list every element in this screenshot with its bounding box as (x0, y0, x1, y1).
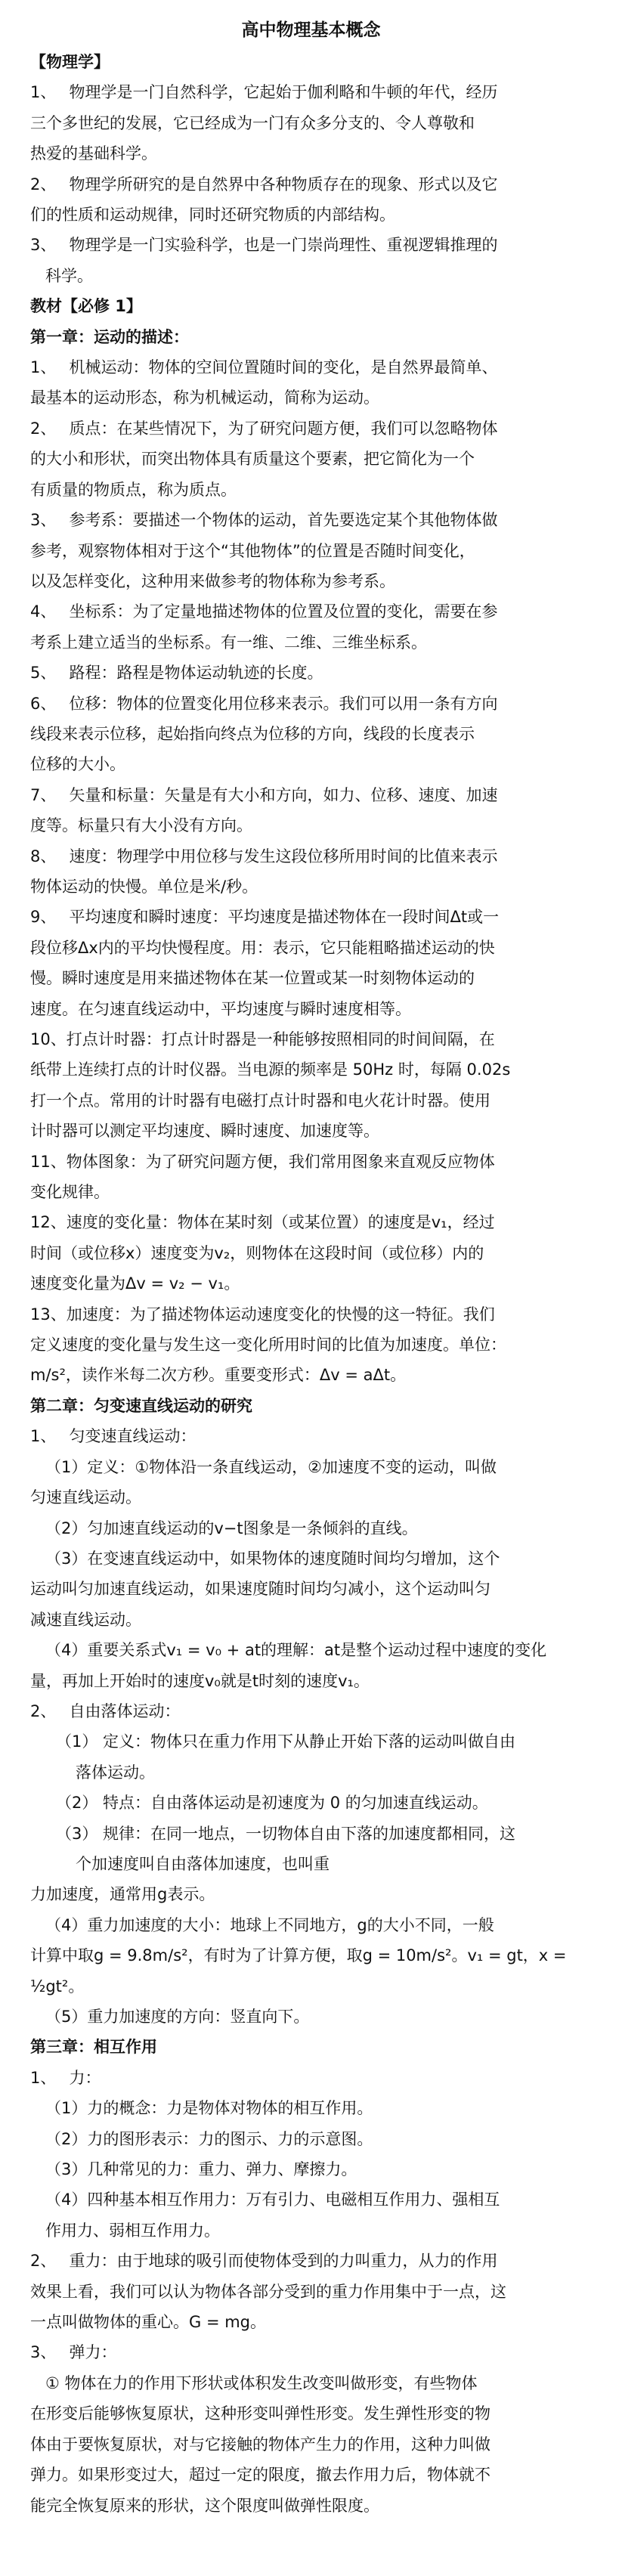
section-heading: 第三章：相互作用 (30, 2038, 157, 2057)
text-line: 1、 物理学是一门自然科学，它起始于伽利略和牛顿的年代，经历 (30, 83, 498, 102)
text-line: （2）力的图形表示：力的图示、力的示意图。 (45, 2129, 373, 2148)
text-line: 线段来表示位移，起始指向终点为位移的方向，线段的长度表示 (30, 724, 475, 743)
text-line: 能完全恢复原来的形状，这个限度叫做弹性限度。 (30, 2496, 379, 2515)
text-line: 参考，观察物体相对于这个“其他物体”的位置是否随时间变化， (30, 541, 475, 560)
text-line: 们的性质和运动规律，同时还研究物质的内部结构。 (30, 206, 395, 224)
text-line: （3）几种常见的力：重力、弹力、摩擦力。 (45, 2160, 357, 2179)
text-line: 物体运动的快慢。单位是米/秒。 (30, 877, 258, 896)
text-line: 2、 重力：由于地球的吸引而使物体受到的力叫重力，从力的作用 (30, 2252, 498, 2271)
text-line: 科学。 (45, 266, 93, 285)
text-line: 1、 力： (30, 2068, 101, 2087)
text-line: 有质量的物质点，称为质点。 (30, 480, 237, 499)
text-line: 力加速度，通常用g表示。 (30, 1885, 215, 1904)
text-line: 时间（或位移x）速度变为v₂，则物体在这段时间（或位移）内的 (30, 1243, 484, 1262)
text-line: ① 物体在力的作用下形状或体积发生改变叫做形变，有些物体 (45, 2373, 478, 2392)
text-line: 定义速度的变化量与发生这一变化所用时间的比值为加速度。单位： (30, 1336, 506, 1355)
section-heading: 教材【必修 1】 (30, 297, 142, 316)
text-line: 考系上建立适当的坐标系。有一维、二维、三维坐标系。 (30, 633, 427, 652)
text-line: 匀速直线运动。 (30, 1488, 141, 1507)
text-line: 1、 机械运动：物体的空间位置随时间的变化，是自然界最简单、 (30, 358, 498, 377)
text-line: 的大小和形状，而突出物体具有质量这个要素，把它简化为一个 (30, 450, 475, 469)
text-line: 三个多世纪的发展，它已经成为一门有众多分支的、令人尊敬和 (30, 113, 475, 132)
text-line: （4）重要关系式v₁ = v₀ + at的理解：at是整个运动过程中速度的变化 (45, 1641, 547, 1660)
section-heading: 第二章：匀变速直线运动的研究 (30, 1396, 252, 1415)
text-line: 8、 速度：物理学中用位移与发生这段位移所用时间的比值来表示 (30, 847, 498, 865)
text-line: 7、 矢量和标量：矢量是有大小和方向，如力、位移、速度、加速 (30, 785, 498, 804)
text-line: 段位移Δx内的平均快慢程度。用：表示，它只能粗略描述运动的快 (30, 938, 495, 957)
text-line: 计算中取g = 9.8m/s²，有时为了计算方便，取g = 10m/s²。v₁ = gt，x = ½gt²。 (30, 1946, 567, 1995)
text-line: （3）在变速直线运动中，如果物体的速度随时间均匀增加，这个 (45, 1549, 500, 1568)
section-heading: 【物理学】 (30, 53, 110, 71)
text-line: 2、 物理学所研究的是自然界中各种物质存在的现象、形式以及它 (30, 175, 498, 194)
text-line: 以及怎样变化，这种用来做参考的物体称为参考系。 (30, 571, 395, 590)
text-line: 个加速度叫自由落体加速度，也叫重 (76, 1854, 330, 1873)
text-line: （5）重力加速度的方向：竖直向下。 (45, 2008, 310, 2026)
text-line: 速度。在匀速直线运动中，平均速度与瞬时速度相等。 (30, 999, 411, 1018)
text-line: 3、 物理学是一门实验科学，也是一门崇尚理性、重视逻辑推理的 (30, 236, 498, 255)
text-line: 效果上看，我们可以认为物体各部分受到的重力作用集中于一点，这 (30, 2282, 506, 2301)
text-line: （3） 规律：在同一地点，一切物体自由下落的加速度都相同，这 (56, 1824, 516, 1843)
text-line: 弹力。如果形变过大，超过一定的限度，撤去作用力后，物体就不 (30, 2466, 490, 2485)
text-line: 一点叫做物体的重心。G = mg。 (30, 2313, 267, 2332)
text-line: 作用力、弱相互作用力。 (45, 2221, 220, 2240)
text-line: 变化规律。 (30, 1183, 110, 1202)
document-title: 高中物理基本概念 (241, 20, 381, 40)
text-line: 10、打点计时器：打点计时器是一种能够按照相同的时间间隔，在 (30, 1030, 495, 1048)
section-heading: 第一章：运动的描述： (30, 327, 189, 346)
document-body (30, 47, 592, 2521)
text-line: 11、物体图象：为了研究问题方便，我们常用图象来直观反应物体 (30, 1152, 495, 1171)
text-line: （4）四种基本相互作用力：万有引力、电磁相互作用力、强相互 (45, 2191, 500, 2209)
text-line: 纸带上连续打点的计时仪器。当电源的频率是 50Hz 时，每隔 0.02s (30, 1060, 511, 1079)
text-line: 体由于要恢复原状，对与它接触的物体产生力的作用，这种力叫做 (30, 2435, 490, 2454)
text-line: 2、 质点：在某些情况下，为了研究问题方便，我们可以忽略物体 (30, 419, 498, 438)
text-line: 4、 坐标系：为了定量地描述物体的位置及位置的变化，需要在参 (30, 602, 498, 621)
text-line: 运动叫匀加速直线运动，如果速度随时间均匀减小，这个运动叫匀 (30, 1580, 490, 1599)
text-line: 度等。标量只有大小没有方向。 (30, 816, 252, 835)
text-line: 12、速度的变化量：物体在某时刻（或某位置）的速度是v₁，经过 (30, 1213, 495, 1232)
text-line: 6、 位移：物体的位置变化用位移来表示。我们可以用一条有方向 (30, 694, 498, 713)
text-line: m/s²，读作米每二次方秒。重要变形式：Δv = aΔt。 (30, 1366, 407, 1385)
text-line: （1）力的概念：力是物体对物体的相互作用。 (45, 2099, 373, 2118)
text-line: 最基本的运动形态，称为机械运动，简称为运动。 (30, 389, 379, 407)
text-line: （1） 定义：物体只在重力作用下从静止开始下落的运动叫做自由 (56, 1732, 516, 1751)
text-line: 慢。瞬时速度是用来描述物体在某一位置或某一时刻物体运动的 (30, 969, 475, 988)
text-line: （4）重力加速度的大小：地球上不同地方，g的大小不同，一般 (45, 1915, 494, 1934)
text-line: 量，再加上开始时的速度v₀就是t时刻的速度v₁。 (30, 1671, 370, 1690)
text-line: （2）匀加速直线运动的v−t图象是一条倾斜的直线。 (45, 1519, 418, 1537)
text-line: 计时器可以测定平均速度、瞬时速度、加速度等。 (30, 1122, 379, 1141)
text-line: 5、 路程：路程是物体运动轨迹的长度。 (30, 664, 323, 683)
text-line: 打一个点。常用的计时器有电磁打点计时器和电火花计时器。使用 (30, 1091, 490, 1110)
text-line: 位移的大小。 (30, 755, 125, 774)
text-line: 在形变后能够恢复原状，这种形变叫弹性形变。发生弹性形变的物 (30, 2404, 490, 2423)
text-line: 3、 弹力： (30, 2343, 117, 2362)
text-line: （2） 特点：自由落体运动是初速度为 0 的匀加速直线运动。 (56, 1794, 488, 1813)
text-line: 13、加速度：为了描述物体运动速度变化的快慢的这一特征。我们 (30, 1305, 495, 1324)
text-line: 2、 自由落体运动： (30, 1701, 181, 1720)
text-line: （1）定义：①物体沿一条直线运动，②加速度不变的运动，叫做 (45, 1457, 497, 1476)
text-line: 1、 匀变速直线运动： (30, 1427, 197, 1446)
text-line: 落体运动。 (76, 1763, 155, 1782)
text-line: 速度变化量为Δv = v₂ − v₁。 (30, 1274, 240, 1293)
text-line: 3、 参考系：要描述一个物体的运动，首先要选定某个其他物体做 (30, 511, 498, 530)
text-line: 9、 平均速度和瞬时速度：平均速度是描述物体在一段时间Δt或一 (30, 908, 500, 927)
text-line: 减速直线运动。 (30, 1610, 141, 1629)
text-line: 热爱的基础科学。 (30, 144, 157, 163)
